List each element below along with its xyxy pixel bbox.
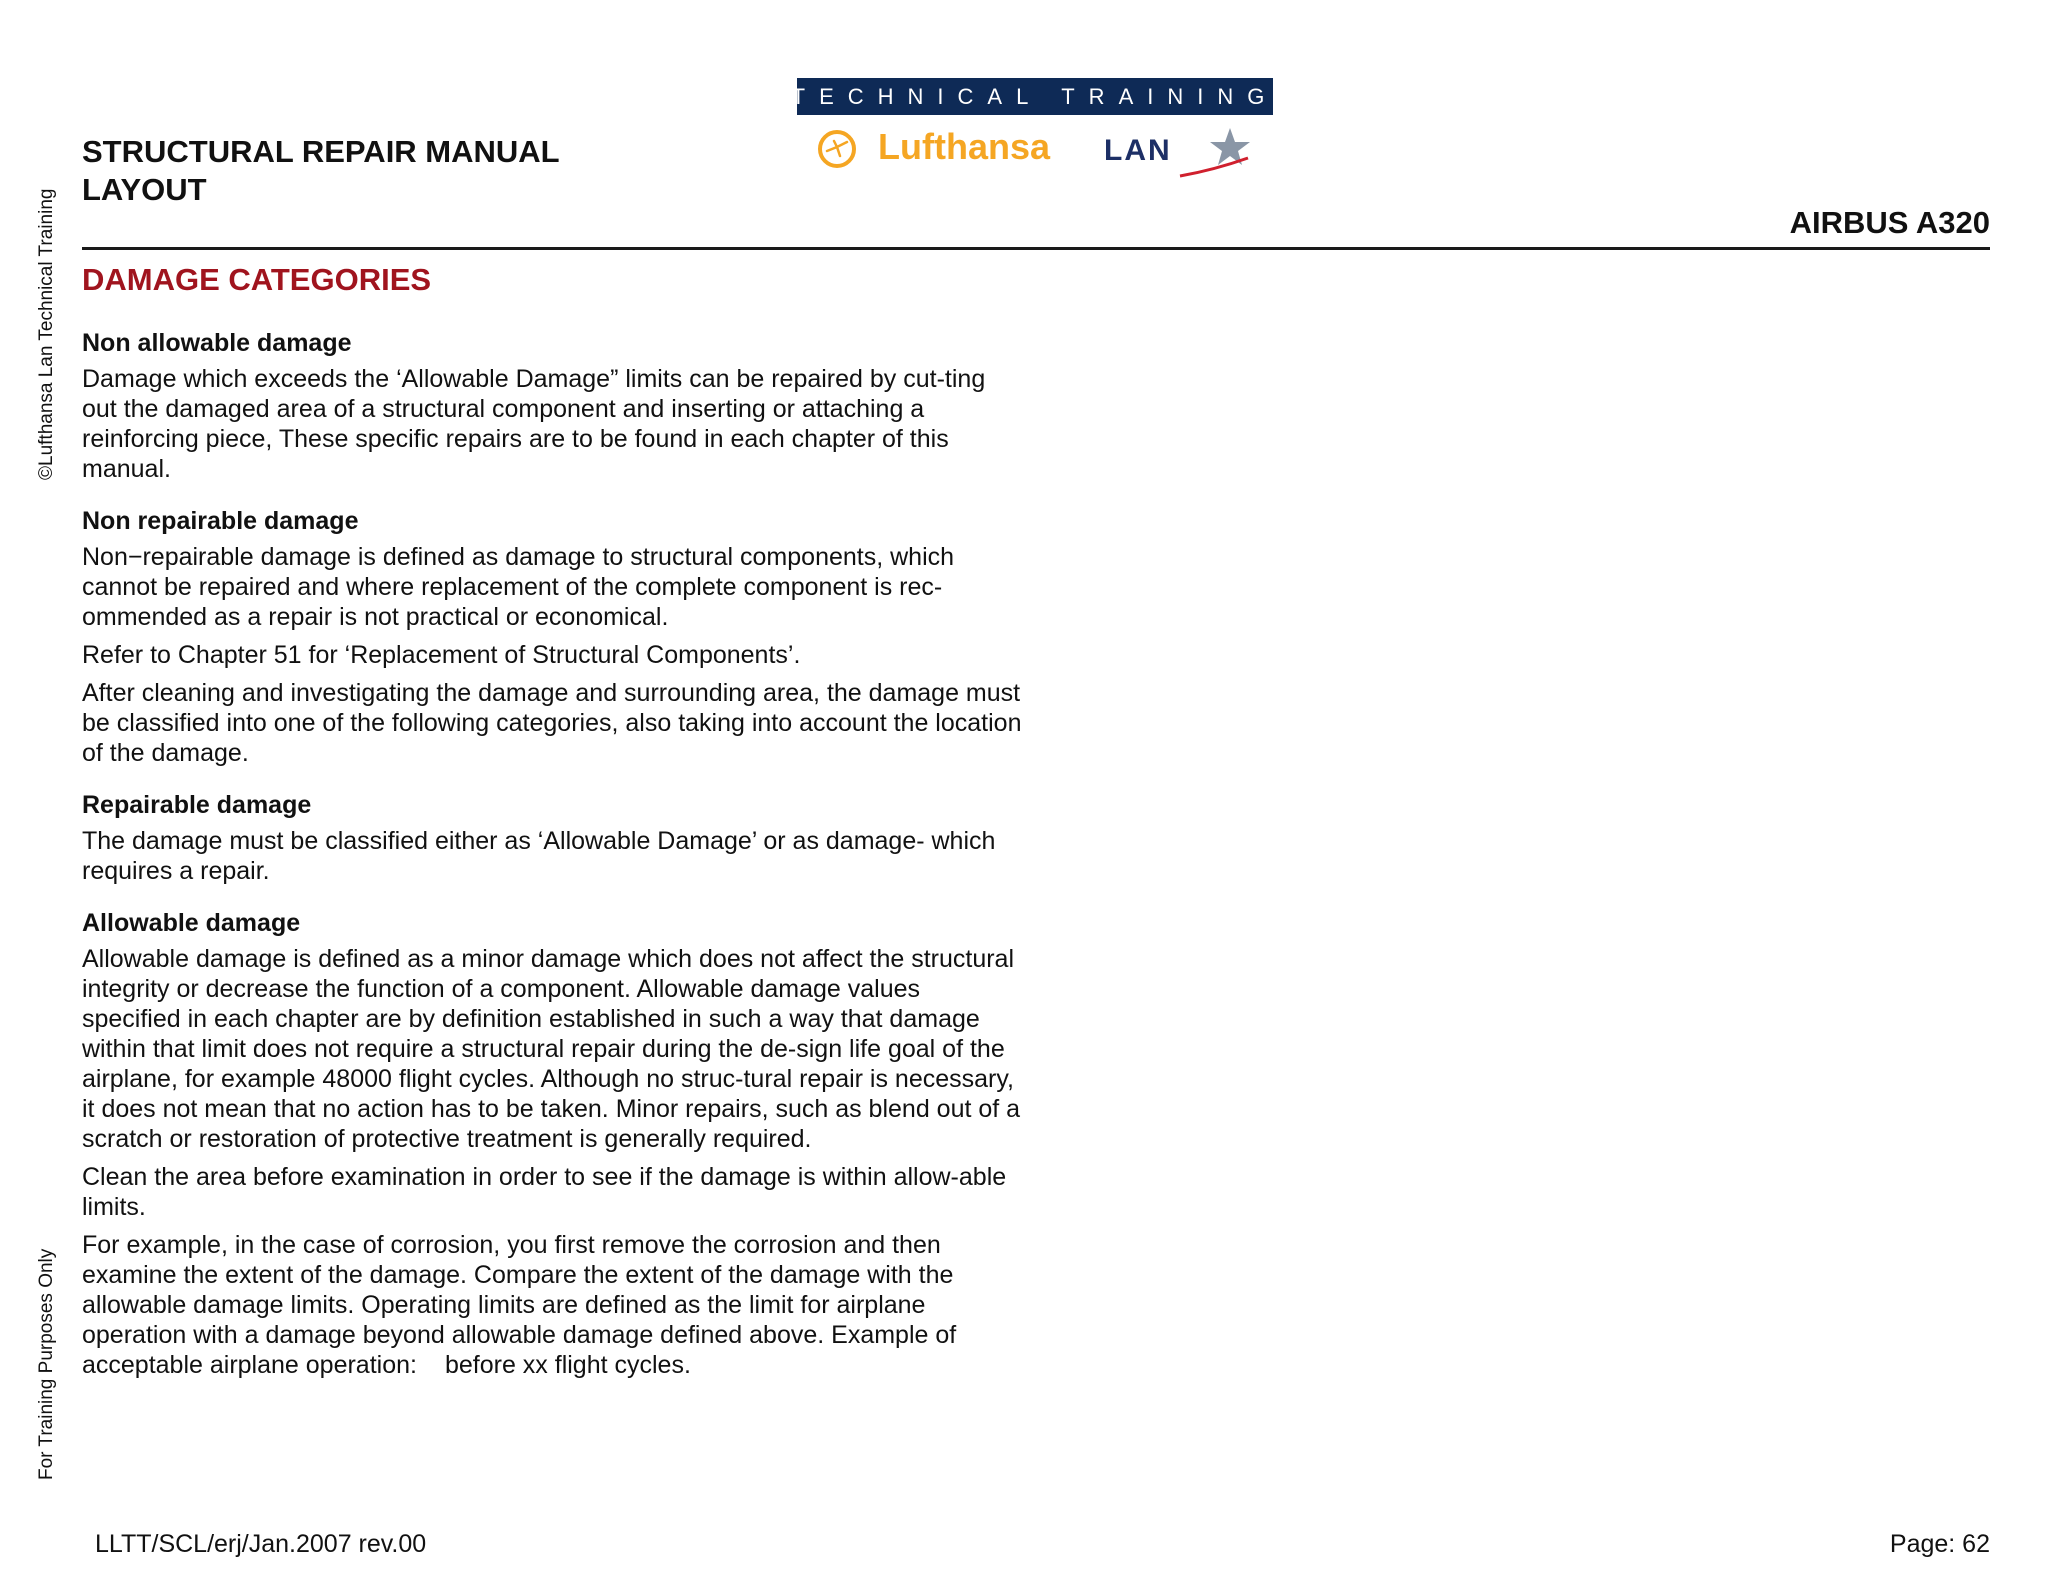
training-notice: For Training Purposes Only xyxy=(36,1248,57,1480)
heading-non-repairable: Non repairable damage xyxy=(82,507,359,535)
lan-star-icon xyxy=(1178,124,1258,180)
airline-logos xyxy=(812,124,1272,184)
document-reference: LLTT/SCL/erj/Jan.2007 rev.00 xyxy=(95,1530,427,1558)
section-title: DAMAGE CATEGORIES xyxy=(82,262,432,297)
aircraft-type: AIRBUS A320 xyxy=(1789,205,1990,240)
paragraph: Damage which exceeds the ‘Allowable Damage” limits can be repaired by cut-ting out the damaged area of a structural component and inserting or attaching a reinforcing piece, These specific repairs are to be found in each chapter of this manual. xyxy=(82,365,986,483)
paragraph: Allowable damage is defined as a minor damage which does not affect the structural integrity or decrease the function of a component. Allowable damage values specified in each chapter are by definition established in such a way that damage within that limit does not require a structural repair during the de-sign life goal of the airplane, for example 48000 flight cycles. Although no struc-tural repair is necessary, it does not mean that no action has to be taken. Minor repairs, such as blend out of a scratch or restoration of protective treatment is generally required. xyxy=(82,945,1021,1153)
paragraph: The damage must be classified either as ‘Allowable Damage’ or as damage- which requires a repair. xyxy=(82,827,996,885)
lufthansa-crane-icon xyxy=(818,130,856,168)
paragraph-tail: before xx flight cycles. xyxy=(444,1351,691,1379)
paragraph: After cleaning and investigating the damage and surrounding area, the damage must be classified into one of the following categories, also taking into account the location of the damage. xyxy=(82,679,1022,767)
heading-non-allowable: Non allowable damage xyxy=(82,329,352,357)
lufthansa-logo-text: Lufthansa xyxy=(878,126,1051,167)
paragraph: Clean the area before examination in order to see if the damage is within allow-able limits. xyxy=(82,1163,1007,1221)
paragraph xyxy=(82,1230,1022,1380)
paragraph-text: For example, in the case of corrosion, you first remove the corrosion and then examine the extent of the damage. Compare the extent of the damage with the allowable damage limits. Operating limits are defined as the limit for airplane operation with a damage beyond allowable damage defined above. Example of acceptable airplane operation: xyxy=(82,1231,957,1379)
copyright-notice: ©Lufthansa Lan Technical Training xyxy=(36,188,57,480)
document-title-line2: LAYOUT xyxy=(82,172,207,207)
main-content xyxy=(82,262,1022,1388)
page-number: Page: 62 xyxy=(1889,1530,1990,1558)
heading-allowable: Allowable damage xyxy=(82,909,301,937)
document-title-line1: STRUCTURAL REPAIR MANUAL xyxy=(82,134,560,169)
lan-logo-text: LAN xyxy=(1104,134,1172,167)
paragraph: Non−repairable damage is defined as damage to structural components, which cannot be repaired and where replacement of the complete component is rec-ommended as a repair is not practical or economical. xyxy=(82,543,955,631)
heading-repairable: Repairable damage xyxy=(82,791,312,819)
header-divider xyxy=(82,247,1990,250)
paragraph: Refer to Chapter 51 for ‘Replacement of Structural Components’. xyxy=(82,641,801,669)
document-title xyxy=(82,133,560,209)
technical-training-banner: TECHNICAL TRAINING xyxy=(797,78,1273,115)
